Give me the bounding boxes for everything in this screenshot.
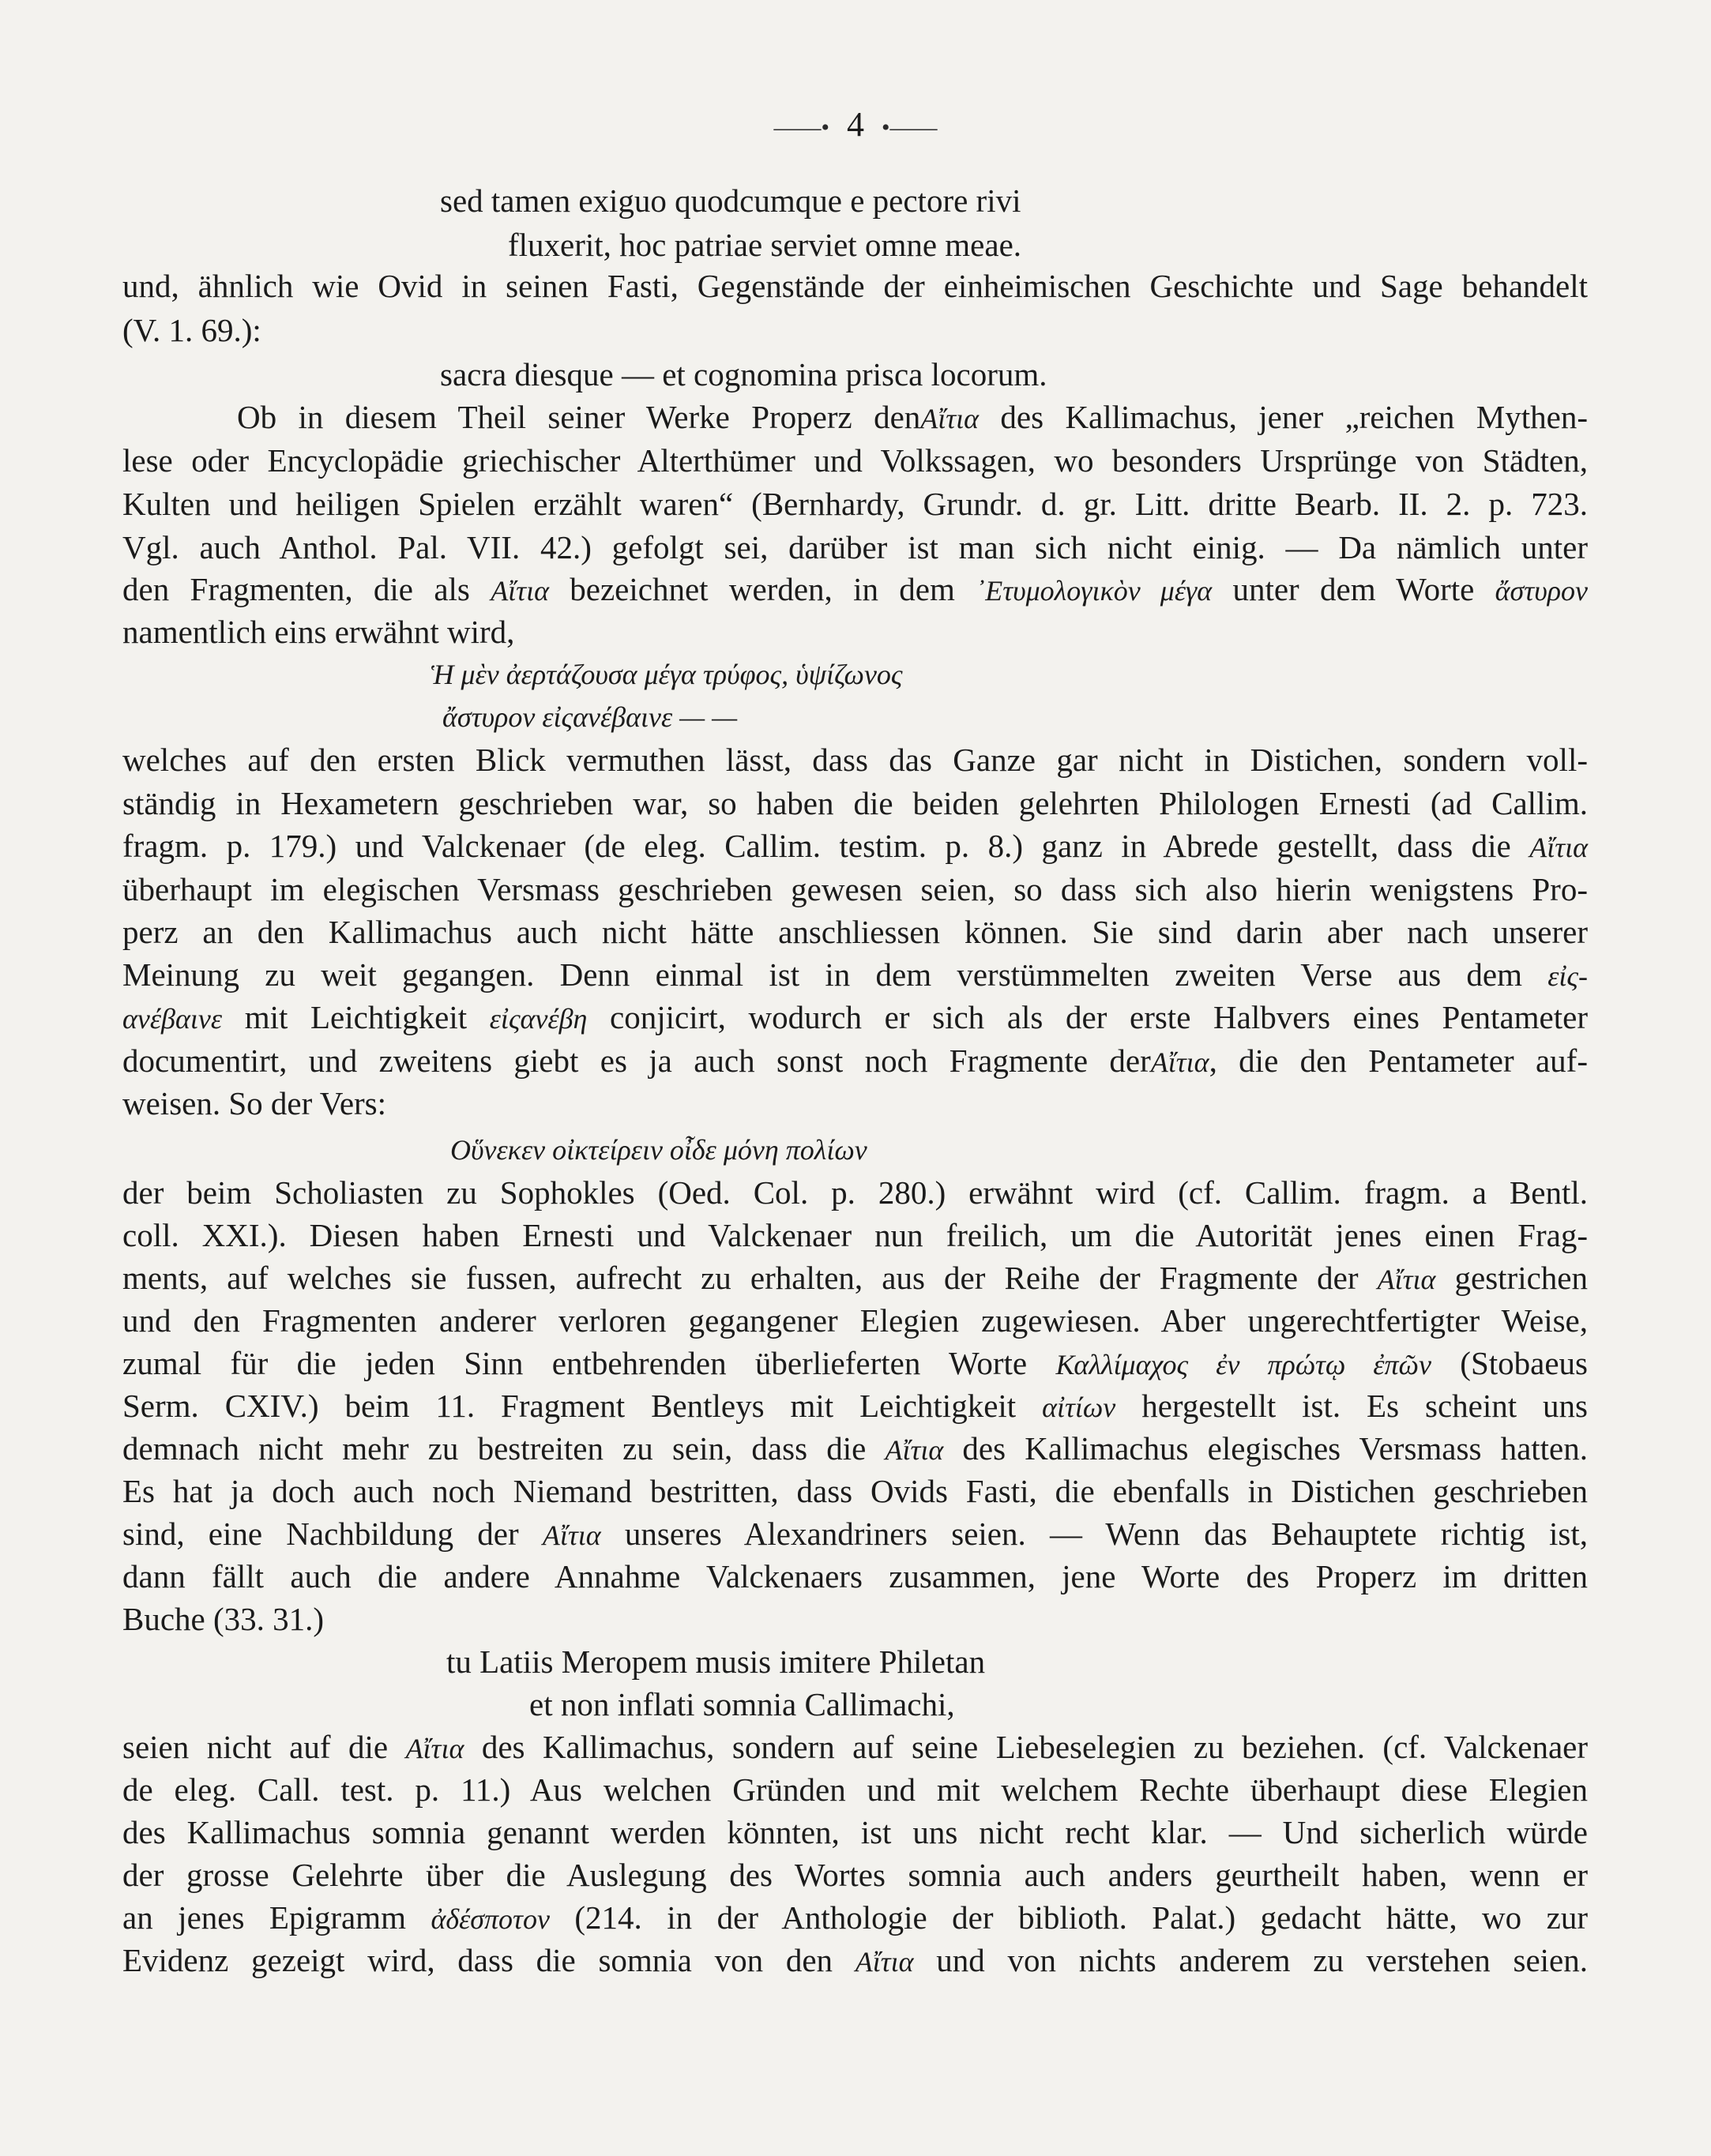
greek-term: εἰς- (1547, 960, 1588, 992)
greek-term: ἀδέσποτον (431, 1903, 550, 1935)
text-line: (V. 1. 69.): (122, 312, 261, 348)
greek-verse-2: ἄστυρον εἰςανέβαινε — — (442, 701, 738, 733)
latin-verse-4: tu Latiis Meropem musis imitere Philetan (446, 1643, 986, 1680)
greek-term: Αἴτια (1150, 1046, 1209, 1078)
page-number: 4 (847, 105, 864, 144)
text-line: ments, auf welches sie fussen, aufrecht zu erhalten, aus der Reihe der Fragmente der Αἴτια gestrichen (122, 1260, 1588, 1296)
text-line: Vgl. auch Anthol. Pal. VII. 42.) gefolgt sei, darüber ist man sich nicht einig. — Da nämlich unter (122, 529, 1588, 565)
ornament-left: ——• (773, 114, 829, 141)
greek-term: Αἴτια (855, 1946, 914, 1978)
greek-verse-1: Ἡ μὲν ἀερτάζουσα μέγα τρύφος, ὑψίζωνος (431, 659, 903, 690)
text-line: Serm. CXIV.) beim 11. Fragment Bentleys mit Leichtigkeit αἰτίων hergestellt ist. Es scheint uns (122, 1388, 1588, 1424)
text-line: der grosse Gelehrte über die Auslegung des Wortes somnia auch anders geurtheilt haben, wenn er (122, 1857, 1588, 1893)
greek-term: Αἴτια (885, 1434, 944, 1466)
text-line: den Fragmenten, die als Αἴτια bezeichnet werden, in dem ᾿Ετυμολογικὸν μέγα unter dem Worte ἄστυρον (122, 571, 1588, 607)
greek-term: Αἴτια (542, 1519, 601, 1551)
text-line: Kulten und heiligen Spielen erzählt waren“ (Bernhardy, Grundr. d. gr. Litt. dritte Bearb. II. 2. p. 723. (122, 486, 1588, 522)
text-line: zumal für die jeden Sinn entbehrenden überlieferten Worte Καλλίμαχος ἐν πρώτῳ ἐπῶν (Stobaeus (122, 1345, 1588, 1381)
text-line: ανέβαινε mit Leichtigkeit εἰςανέβη conjicirt, wodurch er sich als der erste Halbvers eines Pentameter (122, 999, 1588, 1035)
text-line: fragm. p. 179.) und Valckenaer (de eleg. Callim. testim. p. 8.) ganz in Abrede gestellt, dass die Αἴτια (122, 828, 1588, 864)
greek-term: Αἴτια (491, 575, 549, 607)
text-line: documentirt, und zweitens giebt es ja auch sonst noch Fragmente derΑἴτια, die den Pentameter auf- (122, 1042, 1588, 1079)
text-line: überhaupt im elegischen Versmass geschrieben gewesen seien, so dass sich also hierin wenigstens Pro- (122, 871, 1588, 907)
greek-term: Αἴτια (1377, 1264, 1436, 1295)
greek-term: αἰτίων (1042, 1392, 1116, 1423)
text-line: welches auf den ersten Blick vermuthen lässt, dass das Ganze gar nicht in Distichen, sondern voll- (122, 742, 1588, 778)
text-line: der beim Scholiasten zu Sophokles (Oed. Col. p. 280.) erwähnt wird (cf. Callim. fragm. a Bentl. (122, 1174, 1588, 1211)
greek-term: Αἴτια (1529, 832, 1588, 863)
greek-term: ᾿Ετυμολογικὸν μέγα (976, 575, 1213, 607)
page-header (0, 101, 1711, 152)
text-line: ständig in Hexametern geschrieben war, so haben die beiden gelehrten Philologen Ernesti (ad Callim. (122, 785, 1588, 821)
text-line: dann fällt auch die andere Annahme Valckenaers zusammen, jene Worte des Properz im dritten (122, 1558, 1588, 1594)
text-line: und, ähnlich wie Ovid in seinen Fasti, Gegenstände der einheimischen Geschichte und Sage behandelt (122, 268, 1588, 304)
text-line: Evidenz gezeigt wird, dass die somnia von den Αἴτια und von nichts anderem zu verstehen seien. (122, 1942, 1588, 1978)
ornament-right: •—— (882, 114, 938, 141)
text-line: Es hat ja doch auch noch Niemand bestritten, dass Ovids Fasti, die ebenfalls in Distichen geschrieben (122, 1473, 1588, 1509)
text-line: Buche (33. 31.) (122, 1601, 325, 1637)
latin-verse-5: et non inflati somnia Callimachi, (529, 1686, 955, 1722)
text-line: des Kallimachus somnia genannt werden könnten, ist uns nicht recht klar. — Und sicherlich würde (122, 1814, 1588, 1850)
latin-verse-2: fluxerit, hoc patriae serviet omne meae. (508, 227, 1022, 263)
text-line: demnach nicht mehr zu bestreiten zu sein, dass die Αἴτια des Kallimachus elegisches Versmass hatten. (122, 1430, 1588, 1467)
text-line: seien nicht auf die Αἴτια des Kallimachus, sondern auf seine Liebeselegien zu beziehen. (cf. Valckenaer (122, 1729, 1588, 1765)
text-line: namentlich eins erwähnt wird, (122, 614, 515, 650)
greek-term: Καλλίμαχος ἐν πρώτῳ ἐπῶν (1055, 1349, 1431, 1380)
text-line: Meinung zu weit gegangen. Denn einmal ist in dem verstümmelten zweiten Verse aus dem εἰς- (122, 956, 1588, 993)
greek-term: ανέβαινε (122, 1003, 223, 1035)
latin-verse-3: sacra diesque — et cognomina prisca locorum. (440, 356, 1047, 393)
text-line: weisen. So der Vers: (122, 1085, 387, 1121)
text-line: sind, eine Nachbildung der Αἴτια unseres Alexandriners seien. — Wenn das Behauptete richtig ist, (122, 1516, 1588, 1552)
latin-verse-1: sed tamen exiguo quodcumque e pectore rivi (440, 182, 1021, 219)
greek-term: ἄστυρον (1495, 575, 1588, 607)
text-line: lese oder Encyclopädie griechischer Alterthümer und Volkssagen, wo besonders Ursprünge von Städten, (122, 442, 1588, 479)
greek-verse-3: Οὕνεκεν οἰκτείρειν οἶδε μόνη πολίων (450, 1134, 867, 1166)
text-line: de eleg. Call. test. p. 11.) Aus welchen Gründen und mit welchem Rechte überhaupt diese Elegien (122, 1771, 1588, 1808)
greek-term: Αἴτια (405, 1733, 464, 1764)
greek-term: εἰςανέβη (489, 1003, 588, 1035)
text-line: an jenes Epigramm ἀδέσποτον (214. in der Anthologie der biblioth. Palat.) gedacht hätte, wo zur (122, 1899, 1588, 1936)
text-line: coll. XXI.). Diesen haben Ernesti und Valckenaer nun freilich, um die Autorität jenes einen Frag- (122, 1217, 1588, 1253)
text-line: und den Fragmenten anderer verloren gegangener Elegien zugewiesen. Aber ungerechtfertigter Weise, (122, 1302, 1588, 1339)
text-line: perz an den Kallimachus auch nicht hätte anschliessen können. Sie sind darin aber nach unserer (122, 914, 1588, 950)
greek-term: Αἴτια (920, 403, 980, 434)
text-line: Ob in diesem Theil seiner Werke Properz denΑἴτια des Kallimachus, jener „reichen Mythen- (237, 399, 1588, 435)
